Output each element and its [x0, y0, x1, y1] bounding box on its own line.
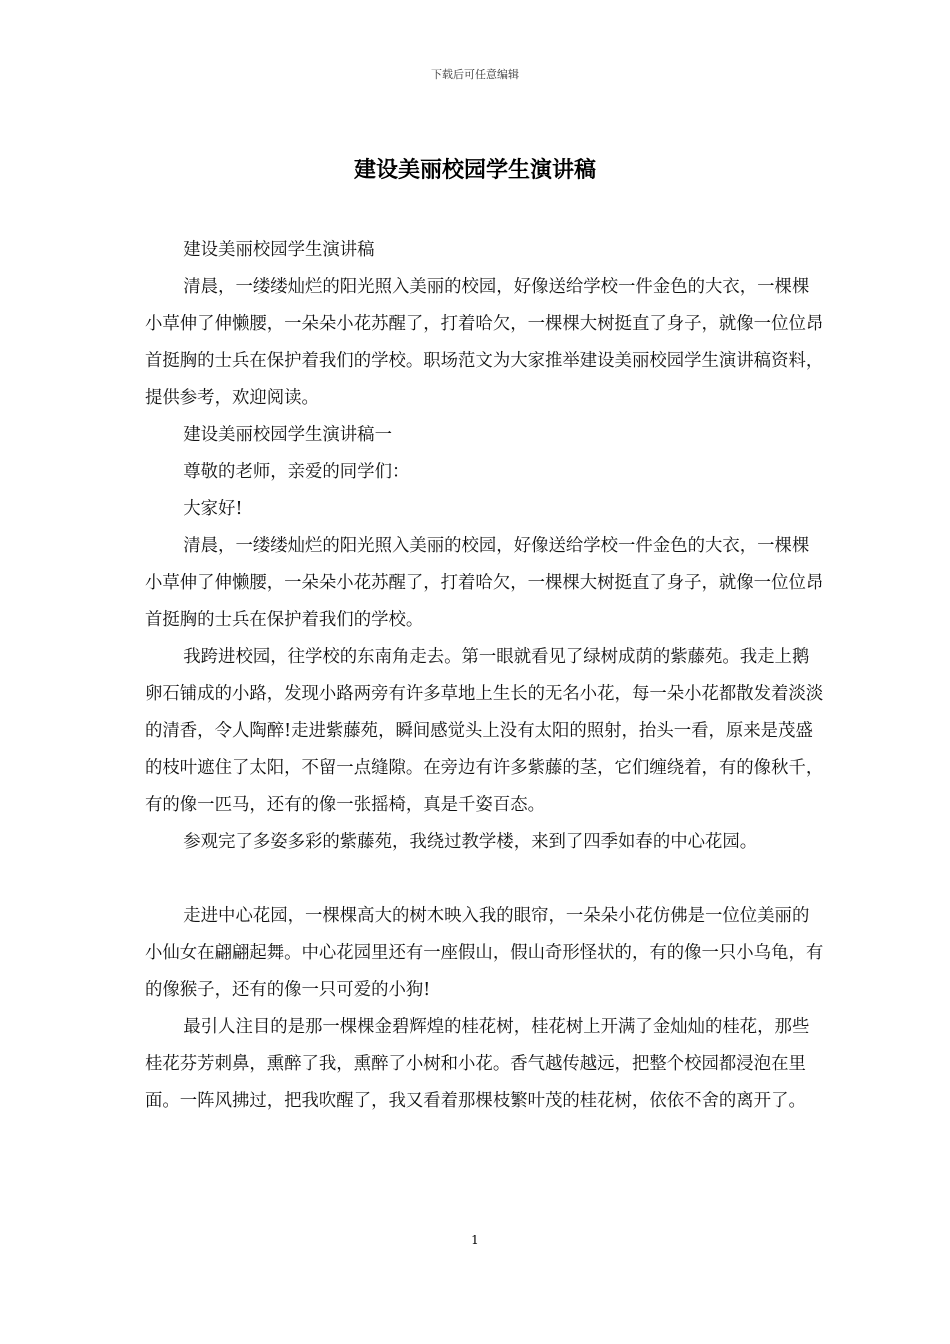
paragraph-salutation: 尊敬的老师，亲爱的同学们： [183, 462, 410, 482]
page-number: 1 [471, 1233, 479, 1247]
paragraph-morning: 清晨，一缕缕灿烂的阳光照入美丽的校园，好像送给学校一件金色的大衣，一棵棵小草伸了伸懒腰，一朵朵小花苏醒了，打着哈欠，一棵棵大树挺直了身子，就像一位位昂首挺胸的士兵在保护着我们的学校。 [145, 536, 824, 630]
paragraph-transition: 参观完了多姿多彩的紫藤苑，我绕过教学楼，来到了四季如春的中心花园。 [183, 832, 758, 852]
paragraph-section-heading: 建设美丽校园学生演讲稿一 [183, 425, 392, 445]
paragraph-central-garden: 走进中心花园，一棵棵高大的树木映入我的眼帘，一朵朵小花仿佛是一位位美丽的小仙女在翩翩起舞。中心花园里还有一座假山，假山奇形怪状的，有的像一只小乌龟，有的像猴子，还有的像一只可爱的小狗! [145, 906, 824, 1000]
paragraph-subtitle: 建设美丽校园学生演讲稿 [183, 240, 375, 260]
document-title: 建设美丽校园学生演讲稿 [353, 157, 596, 183]
page-header-note: 下载后可任意编辑 [431, 68, 519, 81]
paragraph-osmanthus: 最引人注目的是那一棵棵金碧辉煌的桂花树，桂花树上开满了金灿灿的桂花，那些桂花芬芳刺鼻，熏醉了我，熏醉了小树和小花。香气越传越远，把整个校园都浸泡在里面。一阵风拂过，把我吹醒了，我又看着那棵枝繁叶茂的桂花树，依依不舍的离开了。 [145, 1017, 810, 1111]
document-body [145, 232, 825, 1120]
paragraph-wisteria: 我跨进校园，往学校的东南角走去。第一眼就看见了绿树成荫的紫藤苑。我走上鹅卵石铺成的小路，发现小路两旁有许多草地上生长的无名小花，每一朵小花都散发着淡淡的清香，令人陶醉!走进紫藤苑，瞬间感觉头上没有太阳的照射，抬头一看，原来是茂盛的枝叶遮住了太阳，不留一点缝隙。在旁边有许多紫藤的茎，它们缠绕着，有的像秋千，有的像一匹马，还有的像一张摇椅，真是千姿百态。 [145, 647, 824, 815]
paragraph-greeting: 大家好! [183, 499, 243, 519]
paragraph-intro: 清晨，一缕缕灿烂的阳光照入美丽的校园，好像送给学校一件金色的大衣，一棵棵小草伸了伸懒腰，一朵朵小花苏醒了，打着哈欠，一棵棵大树挺直了身子，就像一位位昂首挺胸的士兵在保护着我们的学校。职场范文为大家推举建设美丽校园学生演讲稿资料，提供参考，欢迎阅读。 [145, 277, 824, 408]
